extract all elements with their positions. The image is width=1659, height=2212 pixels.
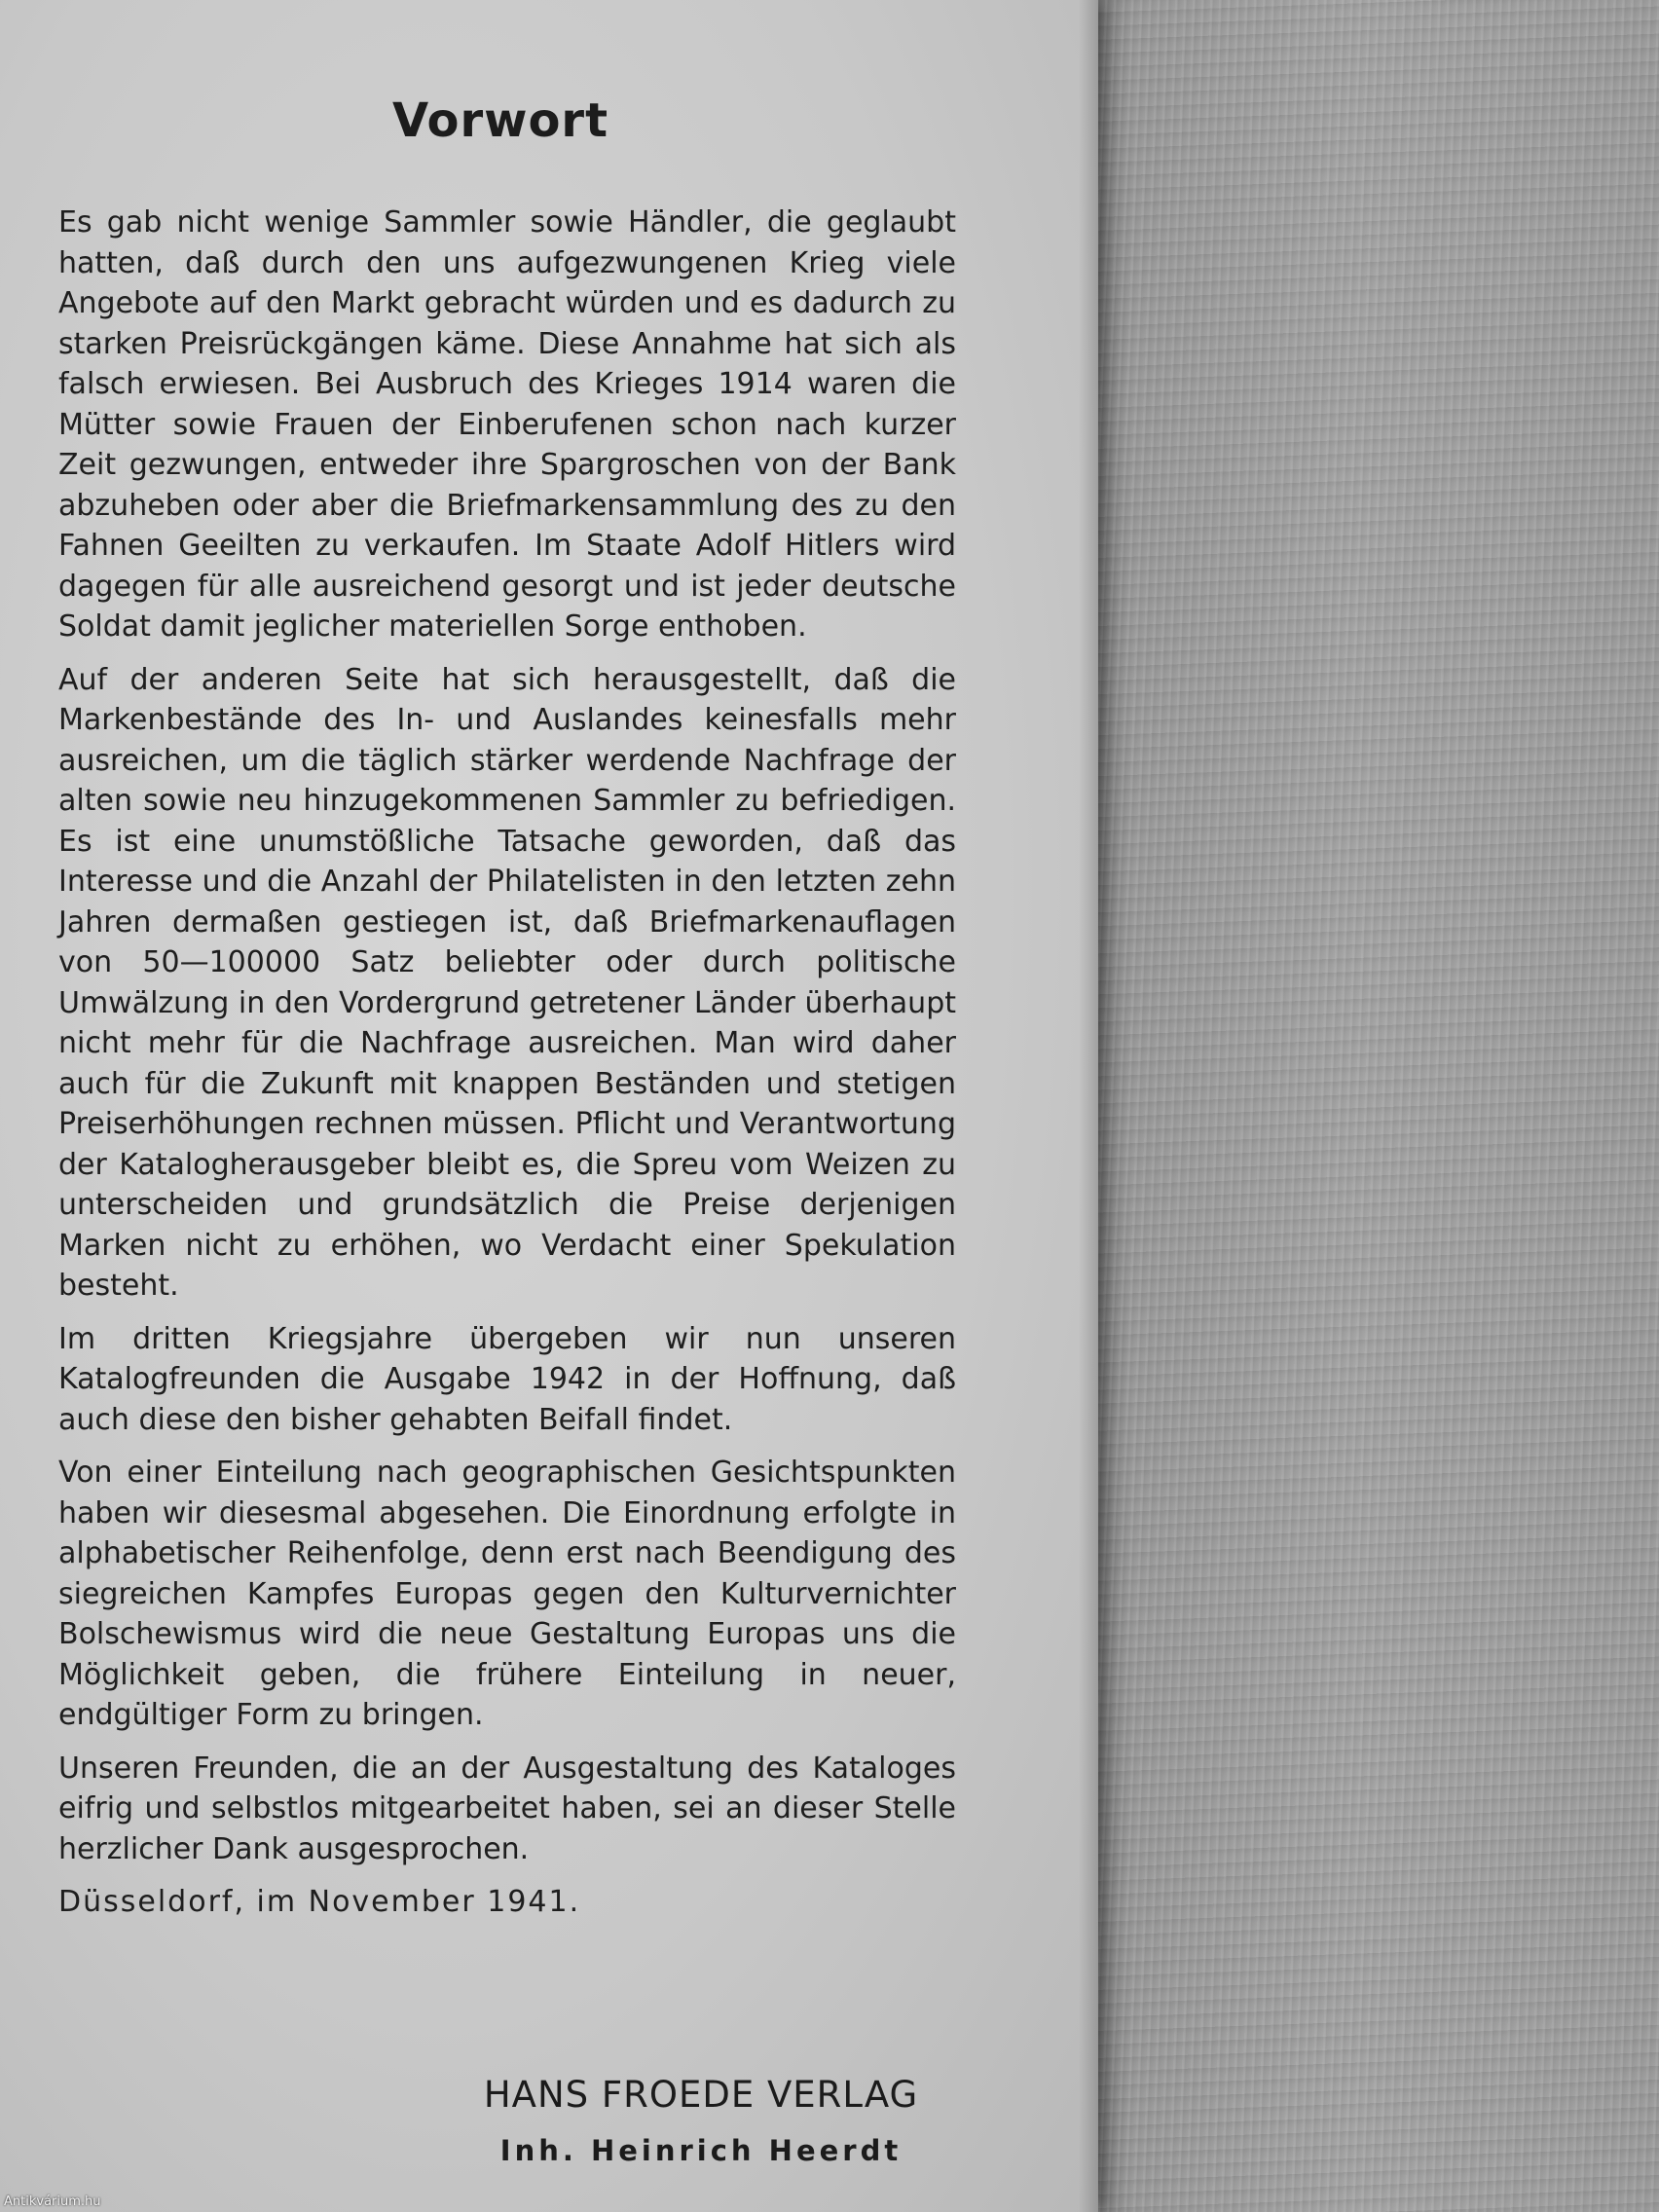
paragraph-1: Es gab nicht wenige Sammler sowie Händler, die geglaubt hatten, daß durch den uns aufgezwungenen Krieg viele Angebote auf den Markt gebracht würden und es dadurch zu starken Preisrückgängen käme. Diese Annahme hat sich als falsch erwiesen. Bei Ausbruch des Krieges 1914 waren die Mütter sowie Frauen der Einberufenen schon nach kurzer Zeit gezwungen, entweder ihre Spargroschen von der Bank abzuheben oder aber die Briefmarkensammlung des zu den Fahnen Geeilten zu verkaufen. Im Staate Adolf Hitlers wird dagegen für alle ausreichend gesorgt und ist jeder deutsche Soldat damit jeglicher materiellen Sorge enthoben. <box>58 205 956 644</box>
paragraph-2: Auf der anderen Seite hat sich herausgestellt, daß die Markenbestände des In- und Auslandes keinesfalls mehr ausreichen, um die täglich stärker werdende Nachfrage der alten sowie neu hinzugekommenen Sammler zu befriedigen. Es ist eine unumstößliche Tatsache geworden, daß das Interesse und die Anzahl der Philatelisten in den letzten zehn Jahren dermaßen gestiegen ist, daß Briefmarkenauflagen von 50—100000 Satz beliebter oder durch politische Umwälzung in den Vordergrund getretener Länder überhaupt nicht mehr für die Nachfrage ausreichen. Man wird daher auch für die Zukunft mit knappen Beständen und stetigen Preiserhöhungen rechnen müssen. Pflicht und Verantwortung der Katalogherausgeber bleibt es, die Spreu vom Weizen zu unterscheiden und grundsätzlich die Preise derjenigen Marken nicht zu erhöhen, wo Verdacht einer Spekulation besteht. <box>58 662 956 1303</box>
preface-body <box>58 203 956 1936</box>
backing-board <box>1061 0 1659 2212</box>
publisher-owner: Inh. Heinrich Heerdt <box>499 2134 903 2167</box>
watermark: Antikvárium.hu <box>4 2194 101 2209</box>
page-edge-shadow <box>1079 0 1098 2212</box>
paragraph-4: Von einer Einteilung nach geographischen Gesichtspunkten haben wir diesesmal abgesehen. Die Einordnung erfolgte in alphabetischer Reihenfolge, denn erst nach Beendigung des siegreichen Kampfes Europas gegen den Kulturvernichter Bolschewismus wird die neue Gestaltung Europas uns die Möglichkeit geben, die frühere Einteilung in neuer, endgültiger Form zu bringen. <box>58 1456 956 1732</box>
paragraph-3: Im dritten Kriegsjahre übergeben wir nun unseren Katalogfreunden die Ausgabe 1942 in der Hoffnung, daß auch diese den bisher gehabten Beifall findet. <box>58 1321 956 1437</box>
paragraph-5: Unseren Freunden, die an der Ausgestaltung des Kataloges eifrig und selbstlos mitgearbeitet haben, sei an dieser Stelle herzlicher Dank ausgesprochen. <box>58 1751 956 1866</box>
page-title: Vorwort <box>391 93 609 148</box>
place-and-date: Düsseldorf, im November 1941. <box>58 1885 581 1919</box>
publisher-name: HANS FROEDE VERLAG <box>483 2074 919 2116</box>
